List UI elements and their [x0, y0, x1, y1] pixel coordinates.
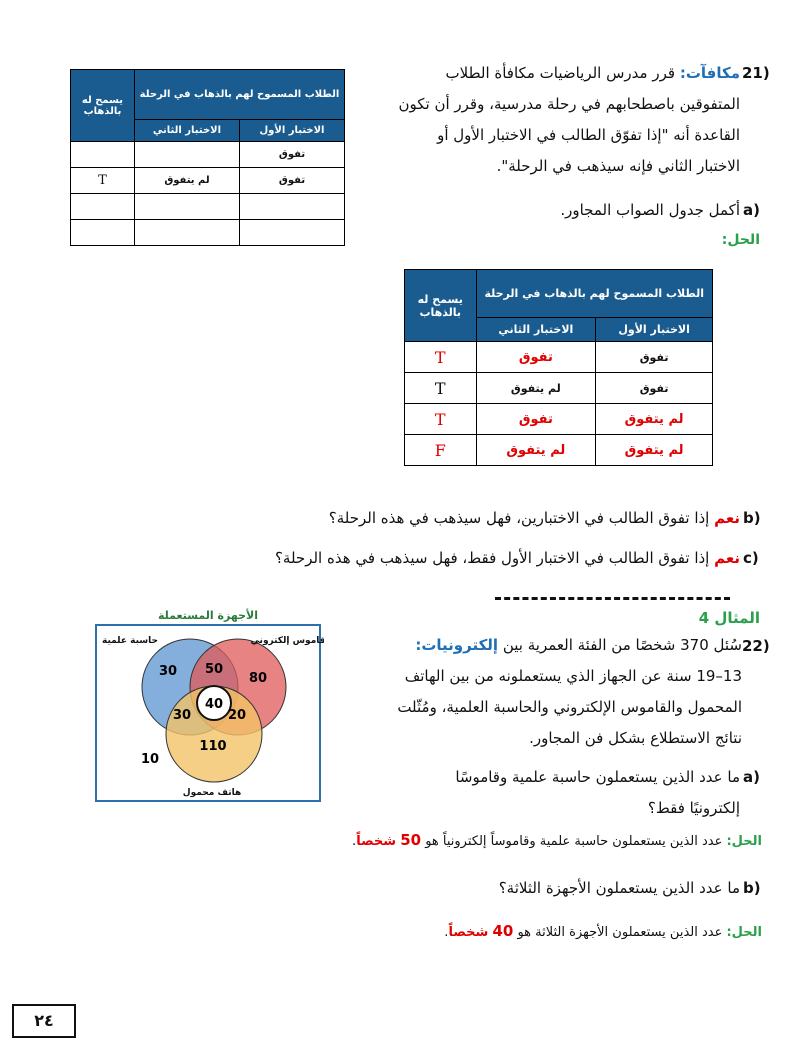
value-only-dictionary: 80: [248, 671, 268, 686]
label-dictionary: قاموس إلكتروني: [250, 636, 324, 646]
value-none: 10: [140, 752, 160, 767]
value-only-calculator: 30: [158, 664, 178, 679]
table-row: تفوق: [71, 142, 345, 168]
q21-block: [345, 58, 740, 182]
value-calc-dict: 50: [204, 662, 224, 677]
page-number: ٢٤: [12, 1004, 76, 1038]
table-row: [71, 220, 345, 246]
table-row: تفوق لم يتفوق T: [71, 168, 345, 194]
q22-part-b-letter: b): [743, 879, 761, 897]
q22-block: [318, 630, 742, 754]
venn-title: الأجهزة المستعملة: [157, 609, 259, 622]
q22-number: 22): [742, 637, 770, 655]
table-header-allowed: يسمح له بالذهاب: [405, 270, 477, 342]
table-row: لم يتفوق تفوق T: [405, 404, 713, 435]
table-col-test2: الاختبار الثاني: [476, 318, 596, 342]
q22-part-b: ما عدد الذين يستعملون الأجهزة الثلاثة؟: [498, 879, 740, 897]
table-header-main: الطلاب المسموح لهم بالذهاب في الرحلة: [476, 270, 713, 318]
q21-part-c: نعم إذا تفوق الطالب في الاختبار الأول فقط، فهل سيذهب في هذه الرحلة؟: [274, 549, 740, 567]
q22-solution-b-value: 40: [492, 922, 514, 940]
truth-table-solution: [404, 269, 713, 466]
q21-line-2: المتفوقين باصطحابهم في رحلة مدرسية، وقرر أن تكون: [398, 95, 740, 113]
value-calc-phone: 30: [172, 708, 192, 723]
q22-part-a: ما عدد الذين يستعملون حاسبة علمية وقاموسًا إلكترونيًا فقط؟: [455, 768, 740, 817]
label-phone: هاتف محمول: [182, 788, 242, 798]
q21-part-b-letter: b): [743, 509, 761, 527]
table-header-allowed: يسمح له بالذهاب: [71, 70, 135, 142]
table-col-test1: الاختبار الأول: [239, 120, 344, 142]
q22-part-a-letter: a): [743, 768, 760, 786]
q21-line-1: مكافآت: قرر مدرس الرياضيات مكافأة الطلاب: [445, 64, 740, 82]
q21-part-c-answer: نعم: [714, 549, 740, 567]
value-all-three: 40: [204, 697, 224, 712]
q21-part-a-letter: a): [743, 201, 760, 219]
q21-line-3: القاعدة أنه "إذا تفوّق الطالب في الاختبار الأول أو: [437, 126, 740, 144]
q22-solution-a-value: 50: [400, 831, 422, 849]
table-col-test2: الاختبار الثاني: [134, 120, 239, 142]
value-dict-phone: 20: [227, 708, 247, 723]
q21-number: 21): [742, 64, 770, 82]
table-col-test1: الاختبار الأول: [596, 318, 713, 342]
table-row: تفوق لم يتفوق T: [405, 373, 713, 404]
q21-part-b: نعم إذا تفوق الطالب في الاختبارين، فهل سيذهب في هذه الرحلة؟: [328, 509, 740, 527]
section-divider: [495, 597, 730, 600]
label-calculator: حاسبة علمية: [102, 636, 158, 646]
q22-keyword: إلكترونيات:: [415, 636, 499, 654]
q22-line-2: 13–19 سنة عن الجهاز الذي يستعملونه من بين الهاتف: [404, 667, 742, 685]
table-row: تفوق تفوق T: [405, 342, 713, 373]
q22-line-1: سُئل 370 شخصًا من الفئة العمرية بين إلكترونيات:: [415, 636, 742, 654]
table-row: [71, 194, 345, 220]
table-header-main: الطلاب المسموح لهم بالذهاب في الرحلة: [134, 70, 344, 120]
q22-solution-b: الحل: عدد الذين يستعملون الأجهزة الثلاثة هو 40 شخصاً.: [444, 922, 762, 940]
value-only-phone: 110: [199, 739, 227, 754]
q21-part-c-letter: c): [743, 549, 759, 567]
truth-table-question: [70, 69, 345, 246]
venn-diagram: [92, 607, 324, 807]
q21-part-a: أكمل جدول الصواب المجاور.: [560, 201, 740, 219]
table-row: لم يتفوق لم يتفوق F: [405, 435, 713, 466]
venn-svg: [92, 607, 324, 807]
q22-line-3: المحمول والقاموس الإلكتروني والحاسبة العلمية، ومُثّلت: [397, 698, 742, 716]
q22-line-4: نتائج الاستطلاع بشكل فن المجاور.: [529, 729, 742, 747]
q21-line-4: الاختبار الثاني فإنه سيذهب في الرحلة".: [496, 157, 740, 175]
q21-part-b-answer: نعم: [714, 509, 740, 527]
q21-solution-label: الحل:: [721, 232, 760, 248]
example-title: المثال 4: [698, 609, 760, 627]
q21-keyword: مكافآت:: [679, 64, 740, 82]
q22-solution-a: الحل: عدد الذين يستعملون حاسبة علمية وقاموساً إلكترونياً هو 50 شخصاً.: [352, 831, 762, 849]
